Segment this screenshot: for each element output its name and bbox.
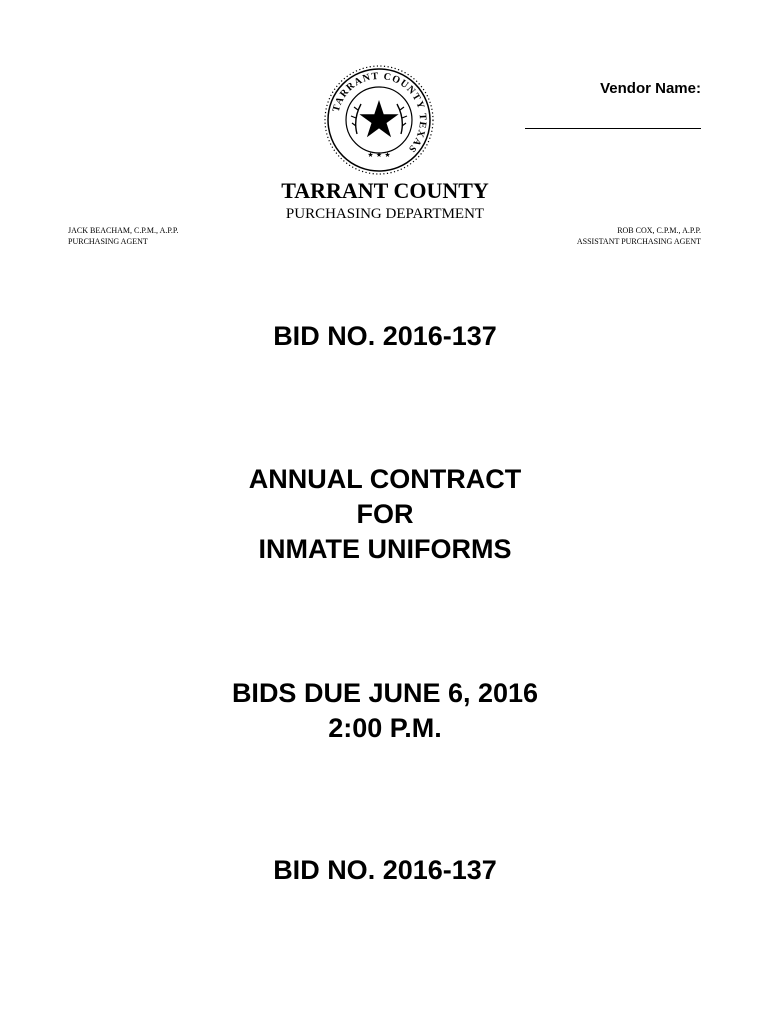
contract-title-line2: FOR bbox=[356, 499, 414, 529]
bid-due-time: 2:00 P.M. bbox=[328, 713, 442, 743]
assistant-agent-block bbox=[577, 225, 701, 247]
vendor-name-label: Vendor Name: bbox=[600, 80, 701, 97]
county-seal bbox=[323, 64, 435, 176]
bid-number-top: BID NO. 2016-137 bbox=[273, 321, 497, 351]
assistant-agent-title: ASSISTANT PURCHASING AGENT bbox=[576, 237, 701, 246]
county-seal-icon bbox=[323, 64, 435, 176]
purchasing-agent-name: JACK BEACHAM, C.P.M., A.P.P. bbox=[68, 226, 179, 235]
bid-due bbox=[0, 676, 770, 746]
contract-title bbox=[0, 462, 770, 567]
assistant-agent-name: ROB COX, C.P.M., A.P.P. bbox=[617, 226, 701, 235]
bid-due-date: BIDS DUE JUNE 6, 2016 bbox=[231, 678, 539, 708]
seal-ring-text: TARRANT COUNTY TEXAS bbox=[330, 70, 429, 155]
purchasing-agent-title: PURCHASING AGENT bbox=[68, 237, 148, 246]
vendor-name-field[interactable] bbox=[525, 128, 701, 129]
contract-title-line3: INMATE UNIFORMS bbox=[258, 534, 512, 564]
contract-title-line1: ANNUAL CONTRACT bbox=[248, 464, 522, 494]
department-name: PURCHASING DEPARTMENT bbox=[285, 206, 485, 222]
purchasing-agent-block bbox=[68, 225, 178, 247]
county-name: TARRANT COUNTY bbox=[281, 178, 489, 203]
svg-text:★ ★ ★: ★ ★ ★ bbox=[367, 151, 391, 159]
bid-number-bottom: BID NO. 2016-137 bbox=[273, 855, 497, 885]
